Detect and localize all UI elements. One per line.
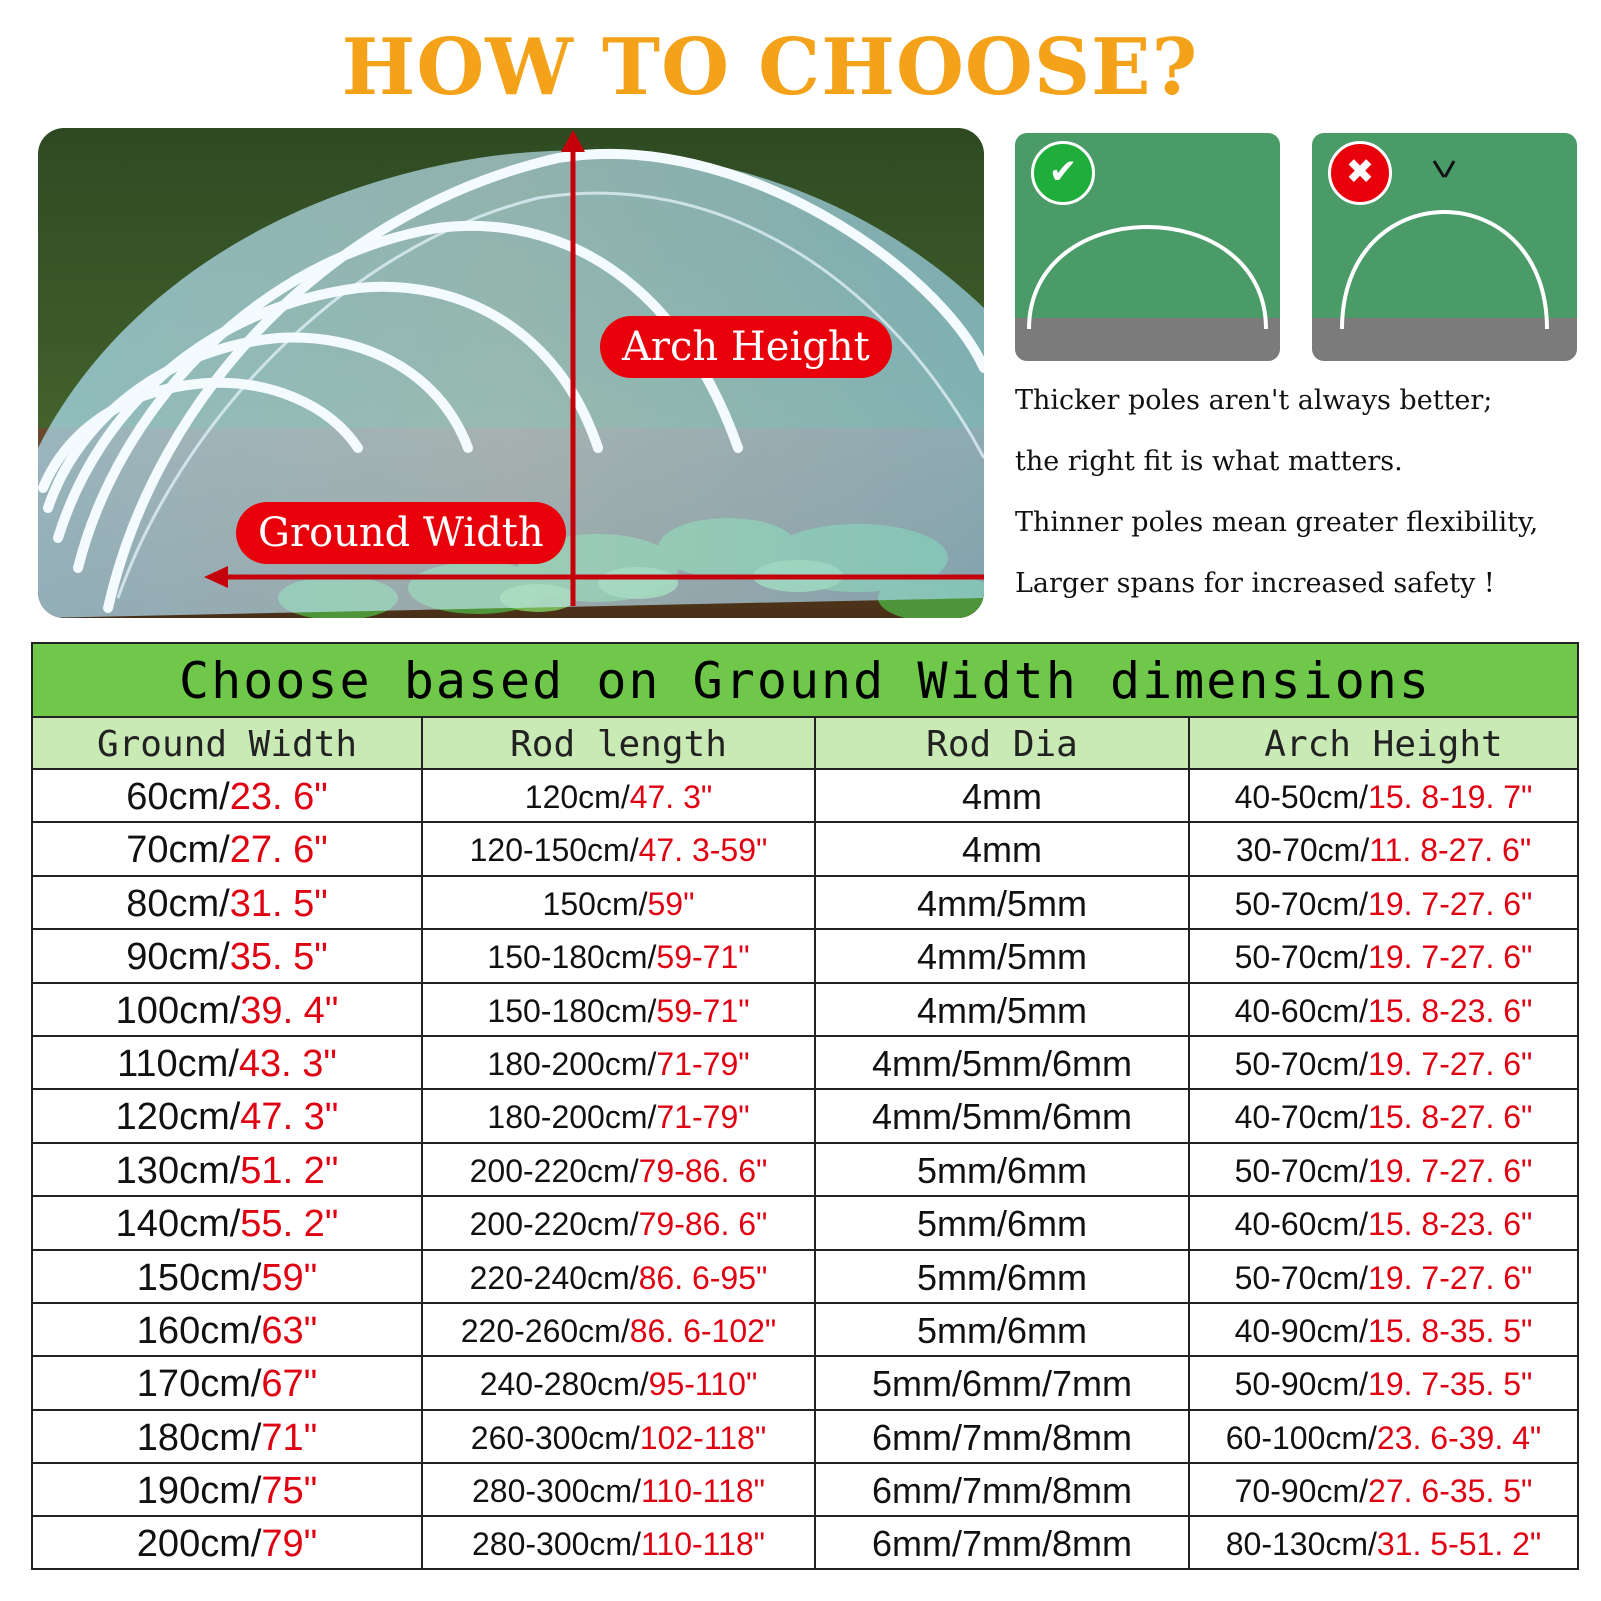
table-row — [33, 1197, 1577, 1250]
ground-width-cell-inch: 75" — [261, 1470, 318, 1513]
ground-width-cell-inch: 67" — [261, 1363, 318, 1406]
rod-dia-cell-cm: 6mm/7mm/8mm — [872, 1416, 1132, 1458]
ground-width-cell — [33, 877, 423, 928]
ground-width-cell-inch: 71" — [261, 1416, 318, 1459]
arch-height-cell — [1190, 1037, 1577, 1088]
rod-length-cell-cm: 200-220cm/ — [469, 1206, 639, 1243]
ground-width-cell-inch: 31. 5" — [229, 882, 328, 925]
rod-length-cell — [423, 877, 816, 928]
ground-width-cell-inch: 63" — [261, 1309, 318, 1352]
tip-line: Thinner poles mean greater flexibility, — [1015, 507, 1539, 538]
rod-length-cell-cm: 150-180cm/ — [487, 939, 657, 976]
rod-dia-cell-cm: 5mm/6mm — [917, 1203, 1087, 1245]
ground-width-cell-cm: 110cm/ — [117, 1042, 239, 1085]
rod-length-cell-cm: 180-200cm/ — [487, 1099, 657, 1136]
rod-dia-cell — [816, 1144, 1190, 1195]
tip-line: the right fit is what matters. — [1015, 446, 1403, 477]
rod-length-cell-cm: 180-200cm/ — [487, 1045, 657, 1082]
ground-width-cell — [33, 1464, 423, 1515]
rod-dia-cell — [816, 1037, 1190, 1088]
table-row — [33, 1037, 1577, 1090]
ground-width-cell-cm: 150cm/ — [136, 1256, 262, 1299]
arch-height-cell — [1190, 1304, 1577, 1355]
rod-length-cell-cm: 280-300cm/ — [471, 1526, 641, 1563]
size-table — [31, 642, 1579, 1570]
arch-height-cell-inch: 19. 7-27. 6" — [1368, 885, 1533, 922]
rod-length-cell — [423, 770, 816, 821]
arch-height-cell-cm: 40-50cm/ — [1234, 779, 1369, 815]
rod-dia-cell-cm: 4mm — [962, 776, 1042, 817]
rod-length-cell-inch: 59-71" — [656, 939, 750, 976]
ground-width-cell — [33, 1251, 423, 1302]
rod-length-cell — [423, 823, 816, 874]
arch-height-cell — [1190, 770, 1577, 821]
ground-width-cell-cm: 70cm/ — [126, 829, 230, 872]
ground-width-cell-cm: 130cm/ — [115, 1149, 241, 1192]
table-row — [33, 1304, 1577, 1357]
rod-length-cell-inch: 47. 3" — [629, 779, 713, 815]
header-arch-height: Arch Height — [1264, 724, 1503, 765]
arch-height-cell-cm: 50-70cm/ — [1234, 1259, 1369, 1296]
rod-dia-cell — [816, 1304, 1190, 1355]
ground-width-cell-cm: 160cm/ — [136, 1309, 262, 1352]
table-row — [33, 1144, 1577, 1197]
rod-length-cell-inch: 71-79" — [656, 1099, 750, 1136]
rod-length-cell-inch: 95-110" — [648, 1366, 758, 1403]
rod-length-cell-inch: 86. 6-95" — [638, 1259, 768, 1296]
rod-length-cell-inch: 47. 3-59" — [638, 832, 768, 869]
rod-length-cell — [423, 1357, 816, 1408]
rod-length-cell — [423, 1251, 816, 1302]
rod-dia-cell — [816, 1251, 1190, 1302]
ground-width-cell-inch: 47. 3" — [240, 1096, 339, 1139]
ground-width-cell — [33, 984, 423, 1035]
x-mark-icon: ✖ — [1328, 141, 1392, 205]
arch-height-cell-inch: 15. 8-35. 5" — [1368, 1312, 1533, 1349]
ground-width-cell — [33, 1517, 423, 1568]
arch-height-cell — [1190, 1517, 1577, 1568]
arch-height-cell-inch: 19. 7-35. 5" — [1368, 1366, 1533, 1403]
rod-length-cell — [423, 1037, 816, 1088]
arch-height-cell — [1190, 1144, 1577, 1195]
table-row — [33, 877, 1577, 930]
rod-length-cell-cm: 260-300cm/ — [470, 1419, 640, 1456]
arch-height-cell-cm: 50-70cm/ — [1234, 1152, 1369, 1189]
rod-dia-cell-cm: 5mm/6mm — [917, 1256, 1087, 1298]
arch-height-cell-inch: 15. 8-19. 7" — [1368, 779, 1533, 815]
rod-length-cell-inch: 79-86. 6" — [638, 1206, 768, 1243]
rod-dia-cell-cm: 4mm/5mm — [917, 989, 1087, 1031]
arch-height-cell-cm: 40-60cm/ — [1234, 1206, 1369, 1243]
rod-length-cell-inch: 59" — [647, 885, 695, 922]
ground-width-cell — [33, 1197, 423, 1248]
arch-height-cell-inch: 15. 8-27. 6" — [1368, 1099, 1533, 1136]
ground-width-cell — [33, 1090, 423, 1141]
rod-dia-cell-cm: 5mm/6mm — [917, 1309, 1087, 1351]
ground-width-cell-cm: 80cm/ — [126, 882, 230, 925]
ground-width-cell-inch: 35. 5" — [229, 936, 328, 979]
table-row — [33, 1357, 1577, 1410]
ground-width-cell-inch: 51. 2" — [240, 1149, 339, 1192]
table-row — [33, 1464, 1577, 1517]
ground-width-cell — [33, 930, 423, 981]
arch-height-cell-inch: 31. 5-51. 2" — [1376, 1526, 1542, 1563]
arch-height-cell-cm: 40-70cm/ — [1234, 1099, 1369, 1136]
arch-height-cell-inch: 19. 7-27. 6" — [1368, 1152, 1533, 1189]
arch-height-cell-inch: 15. 8-23. 6" — [1368, 992, 1533, 1029]
rod-length-cell-cm: 120cm/ — [524, 779, 630, 815]
rod-dia-cell — [816, 1197, 1190, 1248]
table-row — [33, 1090, 1577, 1143]
rod-length-cell — [423, 984, 816, 1035]
page-title: HOW TO CHOOSE? — [341, 22, 1199, 113]
ground-width-cell — [33, 1144, 423, 1195]
ground-width-cell-cm: 90cm/ — [126, 936, 230, 979]
arch-height-cell — [1190, 1090, 1577, 1141]
correct-pole-card — [1015, 133, 1280, 361]
arch-height-cell-inch: 19. 7-27. 6" — [1368, 1259, 1533, 1296]
ground-width-cell-inch: 43. 3" — [238, 1042, 337, 1085]
rod-dia-cell-cm: 4mm/5mm/6mm — [872, 1042, 1132, 1084]
arch-height-label: Arch Height — [600, 316, 892, 378]
table-title: Choose based on Ground Width dimensions — [33, 644, 1577, 718]
rod-dia-cell — [816, 1517, 1190, 1568]
rod-dia-cell — [816, 1357, 1190, 1408]
table-row — [33, 930, 1577, 983]
rod-dia-cell — [816, 984, 1190, 1035]
ground-width-cell-inch: 27. 6" — [229, 829, 328, 872]
arch-height-cell-cm: 40-60cm/ — [1234, 992, 1369, 1029]
ground-width-cell-inch: 39. 4" — [240, 989, 339, 1032]
table-row — [33, 1251, 1577, 1304]
tip-line: Thicker poles aren't always better; — [1015, 385, 1493, 416]
arch-height-cell — [1190, 1357, 1577, 1408]
rod-dia-cell — [816, 823, 1190, 874]
table-row — [33, 1517, 1577, 1568]
tip-line: Larger spans for increased safety ! — [1015, 568, 1495, 599]
rod-length-cell-inch: 110-118" — [640, 1473, 766, 1510]
rod-dia-cell-cm: 4mm — [962, 829, 1042, 871]
arch-height-cell-cm: 70-90cm/ — [1234, 1473, 1369, 1510]
rod-length-cell-cm: 150cm/ — [542, 885, 648, 922]
ground-width-cell-cm: 180cm/ — [136, 1416, 262, 1459]
rod-dia-cell — [816, 877, 1190, 928]
arch-height-cell-cm: 50-70cm/ — [1234, 939, 1369, 976]
arch-height-cell — [1190, 1197, 1577, 1248]
table-body — [33, 770, 1577, 1569]
header-rod-length: Rod length — [423, 718, 816, 768]
rod-dia-cell — [816, 930, 1190, 981]
table-row — [33, 984, 1577, 1037]
arch-height-cell — [1190, 984, 1577, 1035]
ground-width-cell — [33, 770, 423, 821]
arch-height-cell — [1190, 1411, 1577, 1462]
check-mark-icon: ✔ — [1031, 141, 1095, 205]
tips-text — [1015, 370, 1595, 614]
arch-height-cell-cm: 60-100cm/ — [1225, 1419, 1377, 1456]
arch-height-cell-cm: 50-70cm/ — [1234, 885, 1369, 922]
ground-width-cell-cm: 190cm/ — [136, 1470, 262, 1513]
rod-dia-cell — [816, 1090, 1190, 1141]
rod-dia-cell-cm: 4mm/5mm — [917, 936, 1087, 978]
rod-length-cell-inch: 79-86. 6" — [638, 1152, 768, 1189]
rod-dia-cell-cm: 5mm/6mm/7mm — [872, 1363, 1132, 1405]
arch-height-cell-inch: 19. 7-27. 6" — [1368, 1045, 1533, 1082]
table-row — [33, 1411, 1577, 1464]
ground-width-cell-cm: 120cm/ — [115, 1096, 241, 1139]
arch-height-cell-cm: 50-70cm/ — [1234, 1045, 1369, 1082]
rod-dia-cell — [816, 1411, 1190, 1462]
rod-length-cell-cm: 220-240cm/ — [469, 1259, 639, 1296]
rod-length-cell — [423, 1304, 816, 1355]
arch-height-cell — [1190, 823, 1577, 874]
arch-height-cell — [1190, 930, 1577, 981]
rod-length-cell-cm: 150-180cm/ — [487, 992, 657, 1029]
rod-length-cell-cm: 200-220cm/ — [469, 1152, 639, 1189]
rod-dia-cell — [816, 770, 1190, 821]
rod-length-cell — [423, 1464, 816, 1515]
ground-width-cell-inch: 79" — [261, 1523, 318, 1566]
ground-width-cell — [33, 1304, 423, 1355]
rod-dia-cell-cm: 5mm/6mm — [917, 1149, 1087, 1191]
rod-length-cell-inch: 59-71" — [656, 992, 750, 1029]
rod-length-cell-inch: 86. 6-102" — [629, 1312, 777, 1349]
arch-height-cell-cm: 80-130cm/ — [1225, 1526, 1377, 1563]
rod-length-cell — [423, 1090, 816, 1141]
rod-length-cell — [423, 1411, 816, 1462]
arch-height-cell-cm: 40-90cm/ — [1234, 1312, 1369, 1349]
ground-width-cell — [33, 1037, 423, 1088]
ground-width-cell-cm: 140cm/ — [115, 1203, 241, 1246]
ground-width-cell-cm: 100cm/ — [115, 989, 241, 1032]
ground-width-cell — [33, 1411, 423, 1462]
ground-width-cell-inch: 23. 6" — [229, 776, 328, 818]
arch-height-cell-inch: 23. 6-39. 4" — [1376, 1419, 1542, 1456]
rod-length-cell-cm: 240-280cm/ — [479, 1366, 649, 1403]
rod-length-cell-inch: 110-118" — [640, 1526, 766, 1563]
greenhouse-photo — [38, 128, 984, 618]
table-row — [33, 823, 1577, 876]
rod-length-cell — [423, 1144, 816, 1195]
rod-length-cell-cm: 120-150cm/ — [469, 832, 639, 869]
arch-height-cell — [1190, 1251, 1577, 1302]
rod-length-cell-cm: 280-300cm/ — [471, 1473, 641, 1510]
arch-height-cell — [1190, 1464, 1577, 1515]
rod-length-cell — [423, 1517, 816, 1568]
arch-height-cell-cm: 30-70cm/ — [1235, 832, 1370, 869]
rod-dia-cell-cm: 6mm/7mm/8mm — [872, 1523, 1132, 1565]
table-row — [33, 770, 1577, 823]
ground-width-label: Ground Width — [236, 502, 566, 564]
arch-height-cell-cm: 50-90cm/ — [1234, 1366, 1369, 1403]
header-rod-dia: Rod Dia — [816, 718, 1190, 768]
ground-width-cell-cm: 200cm/ — [136, 1523, 262, 1566]
rod-dia-cell — [816, 1464, 1190, 1515]
ground-width-cell-inch: 59" — [261, 1256, 318, 1299]
ground-width-cell — [33, 1357, 423, 1408]
rod-dia-cell-cm: 4mm/5mm/6mm — [872, 1096, 1132, 1138]
ground-width-cell-inch: 55. 2" — [240, 1203, 339, 1246]
arch-height-cell-inch: 19. 7-27. 6" — [1368, 939, 1533, 976]
table-header-row — [33, 718, 1577, 770]
arch-height-cell-inch: 27. 6-35. 5" — [1368, 1473, 1533, 1510]
rod-dia-cell-cm: 6mm/7mm/8mm — [872, 1470, 1132, 1512]
rod-length-cell-cm: 220-260cm/ — [460, 1312, 630, 1349]
rod-length-cell-inch: 102-118" — [639, 1419, 767, 1456]
arch-height-cell-inch: 11. 8-27. 6" — [1369, 832, 1532, 869]
rod-length-cell — [423, 930, 816, 981]
wrong-pole-card — [1312, 133, 1577, 361]
rod-length-cell — [423, 1197, 816, 1248]
arch-height-cell — [1190, 877, 1577, 928]
rod-length-cell-inch: 71-79" — [656, 1045, 750, 1082]
ground-width-cell-cm: 170cm/ — [136, 1363, 262, 1406]
ground-width-cell — [33, 823, 423, 874]
rod-dia-cell-cm: 4mm/5mm — [917, 882, 1087, 924]
arch-height-cell-inch: 15. 8-23. 6" — [1368, 1206, 1533, 1243]
header-ground-width: Ground Width — [33, 718, 423, 768]
ground-width-cell-cm: 60cm/ — [126, 776, 230, 818]
